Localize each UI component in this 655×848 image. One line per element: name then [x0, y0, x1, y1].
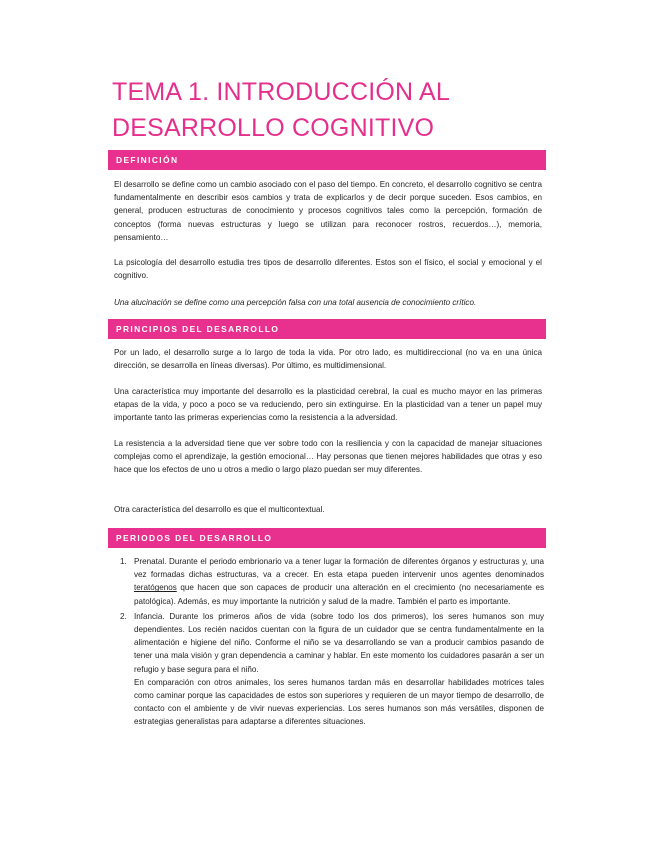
- principios-paragraph-3: La resistencia a la adversidad tiene que ver sobre todo con la resiliencia y con la capacidad de manejar situaciones complejas como el aprendizaje, la gestión emocional… Hay personas que tienen mejores habilidades que otras y eso hace que los efectos de uno u otros a medio o largo plazo puedan ser muy diferentes.: [114, 439, 542, 475]
- definicion-paragraph-2: La psicología del desarrollo estudia tres tipos de desarrollo diferentes. Estos son el físico, el social y emocional y el cognitivo.: [114, 258, 542, 281]
- page-title: TEMA 1. INTRODUCCIÓN AL DESARROLLO COGNITIVO: [112, 78, 450, 142]
- list-item-text: Infancia. Durante los primeros años de vida (sobre todo los dos primeros), los seres humanos son muy dependientes. Los recién nacidos cuentan con la figura de un cuidador que se centra fundamentalmente en la alimentación e higiene del niño. Conforme el niño se va desarrollando se van a producir cambios pasando de tener una mala visión y gran dependencia a caminar y hablar. En este momento los cuidadores pasarán a ser un refugio y base segura para el niño.: [134, 611, 544, 674]
- principios-paragraph-4: Otra característica del desarrollo es que el multicontextual.: [114, 505, 325, 514]
- definicion-paragraph-3: Una alucinación se define como una percepción falsa con una total ausencia de conocimiento crítico.: [114, 298, 477, 307]
- section-header-definicion: DEFINICIÓN: [108, 150, 546, 170]
- list-item: [114, 610, 544, 729]
- definicion-paragraph-1: El desarrollo se define como un cambio asociado con el paso del tiempo. En concreto, el desarrollo cognitivo se centra fundamentalmente en describir esos cambios y trata de explicarlos y de decir porque suceden. Esos cambios, en general, producen estructuras de conocimiento y procesos cognitivos tales como la percepción, formación de conceptos (forma nuevas estructuras y luego se utilizan para reconocer rostros, recuerdos…), memoria, pensamiento…: [114, 180, 542, 242]
- list-item-number: 2.: [120, 611, 127, 621]
- teratogenos-term: teratógenos: [134, 583, 177, 593]
- list-item-text-rest: que hacen que son capaces de producir una alteración en el crecimiento (no necesariamente es patológica). Además, es muy importante la nutrición y salud de la madre. También el parto es importante.: [134, 583, 544, 606]
- periodos-list: [114, 555, 544, 729]
- principios-paragraph-2: Una característica muy importante del desarrollo es la plasticidad cerebral, la cual es mucho mayor en las primeras etapas de la vida, y poco a poco se va reduciendo, pero sin extinguirse. En la plasticidad van a tener un papel muy importante tanto las primeras experiencias como la resistencia a la adversidad.: [114, 387, 542, 423]
- list-item-number: 1.: [120, 557, 127, 566]
- principios-paragraph-1: Por un lado, el desarrollo surge a lo largo de toda la vida. Por otro lado, es multidireccional (no va en una única dirección, se desarrolla en líneas diversas). Por último, es multidimensional.: [114, 348, 542, 371]
- list-item: [114, 555, 544, 608]
- list-item-continuation: En comparación con otros animales, los seres humanos tardan más en desarrollar habilidades motrices tales como caminar porque las capacidades de estos son superiores y requieren de un mayor tiempo de desarrollo, de contacto con el ambiente y de vivir nuevas experiencias. Los seres humanos son más versátiles, disponen de estrategias generalistas para adaptarse a diferentes situaciones.: [134, 677, 544, 727]
- section-header-principios: PRINCIPIOS DEL DESARROLLO: [108, 319, 546, 339]
- list-item-text: Prenatal. Durante el periodo embrionario va a tener lugar la formación de diferentes órganos y estructuras y, una vez formadas dichas estructuras, va a crecer. En esta etapa pueden intervenir unos agentes denominados: [134, 557, 544, 580]
- section-header-periodos: PERIODOS DEL DESARROLLO: [108, 528, 546, 548]
